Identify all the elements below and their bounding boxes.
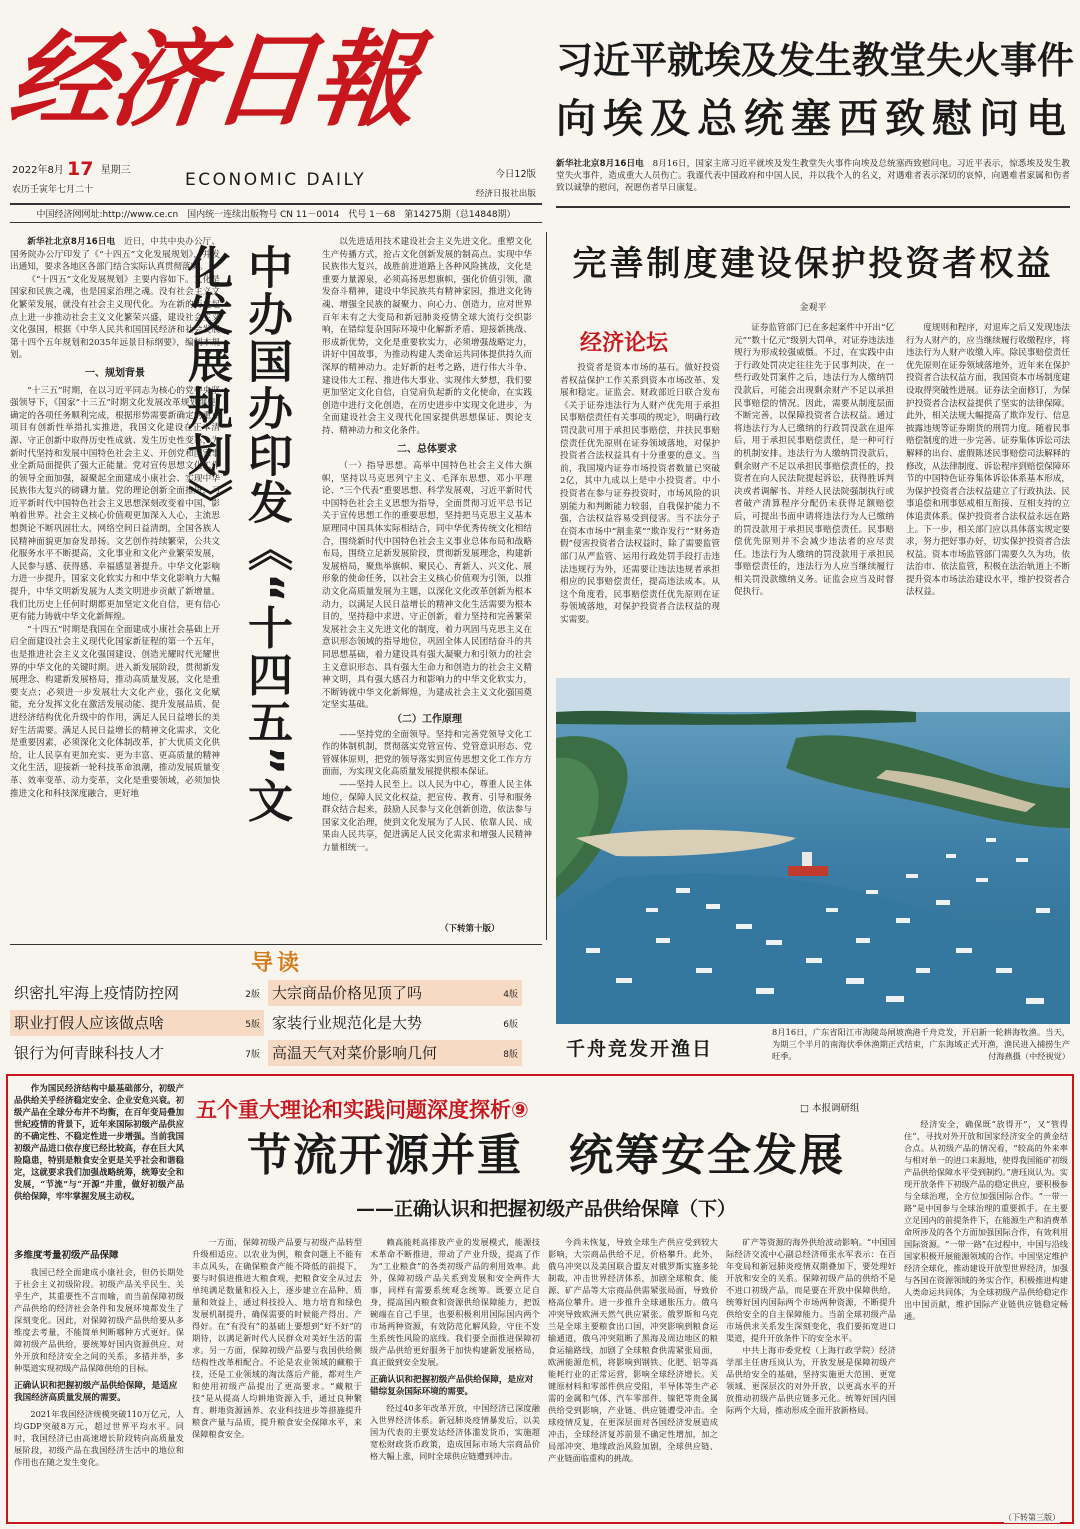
lead-body: 新华社北京8月16日电 8月16日，国家主席习近平就埃及发生教堂失火事件向埃及总统塞西致慰问电。习近平表示，惊悉埃及发生教堂失火事件，造成重大人员伤亡。我谨代表中国政府和中国人民，并以我个人的名义，对遇难者表示深切的哀悼，向遇难者家属和伤者致以诚挚的慰问，祝愿伤者早日康复。 [556, 159, 1070, 193]
issue-date: 2022年8月 17 星期三 [12, 158, 131, 180]
guide-item[interactable]: 职业打假人应该做点啥 5版 [10, 1010, 264, 1036]
guide-top-rule [10, 944, 542, 945]
plan-subheading: （二）工作原理 [392, 713, 462, 725]
feature-column-right: 经济安全，确保既“放得开”，又“管得住”，寻找对外开放和国家经济安全的黄金结合点。从初级产品的情况看，“较高的外来率与相对单一的进口来源地，使得我国能矿初级产品供给保障水平受到制约。”唐珏岚认为。实现开放条件下初级产品的稳定供应，要积极参与全球治理，全方位加强国际合作。“一带一路”是中国参与全球治理的重要抓手。在主要立足国内的前提条件下，在能源生产和消费革命所涉及的各个方面加强国际合作，有效利用国际资源。“一带一路”在过程中，中国与沿线国家积极开展能源领域的合作。中国坚定维护经济全球化，推动建设开放型世界经济，加强与各国在资源领域的务实合作，积极推进构建人类命运共同体，为全球初级产品供给稳定作出中国贡献，维护国际产业链供应链稳定畅通。 [904, 1119, 1068, 1321]
masthead-rule-top [10, 203, 542, 205]
forum-column-3: 度规则和程序，对退库之后又发现违法行为人财产的，应当继续履行收缴程序，将违法行为人财产收缴入库。除民事赔偿责任优先原则在证券领域落地外，近年来在保护投资者合法权益方面，我国资本市场制度建设取得突破性进展。证券法全面修订，为保护投资者合法权益提供了坚实的法律保障。此外，相关法规大幅提高了欺诈发行、信息披露违规等证券期货的刑罚力度。随着民事赔偿制度的进一步完善、证券集体诉讼司法解释的出台、虚假陈述民事赔偿司法解释的修改，从法律制度、诉讼程序到赔偿保障环节的中国特色证券集体诉讼体系基本形成，为保护投资者合法权益建立了行政执法、民事追偿和刑事惩戒相互衔接、互相支持的立体追责体系。保护投资者合法权益永远在路上。下一步，相关部门应以具体落实规定要求，努力把好事办好，切实保护投资者合法权益。资本市场监管部门需要久久为功，依法治市、依法监管，积极在法治轨道上不断提升资本市场法治建设水平，维护投资者合法权益。 [906, 323, 1070, 598]
guide-item[interactable]: 大宗商品价格见顶了吗 4版 [268, 980, 522, 1006]
plan-continued-note: （下转第十版） [440, 924, 500, 934]
plan-vertical-headline: 中办国办印发《“十四五”文化发展规划》 [180, 244, 293, 825]
feature-headline: 节流开源并重 统筹安全发展 [247, 1130, 845, 1181]
plan-section-heading-2: 二、总体要求 [397, 443, 457, 455]
forum-author: 金观平 [799, 303, 827, 313]
fishing-boats-photo [556, 678, 1070, 1024]
photo-caption: 千舟竞发开渔日 [566, 1038, 714, 1060]
newspaper-logo: 经济日報 [3, 18, 421, 141]
photo-description: 8月16日，广东省阳江市海陵岛闸坡渔港千舟竞发，开启新一轮耕海牧渔。当天，为期三个半月的南海伏季休渔期正式结束，广东海域正式开渔，渔民进入捕捞生产旺季。 付海燕摄（中经视觉） [772, 1027, 1070, 1061]
feature-column-2: 一方面，保障初级产品要与初级产品转型升级相适应。以农业为例，粮食问题上不能有丰点风头，在确保粮食产能不降低的前提下，要与时俱进推进大粮食观，把粮食安全从过去单纯满足数量和投入上，逐步建立在品种、质量和效益上，通过科技投入、地力培育和绿色发展机制提升，确保需要的时候能产得出、产得好。在“有没有”的基础上要想到“好不好”的期待，以满足新时代人民群众对美好生活的需求。另一方面，保障初级产品要与我国供给侧结构性改革相配合。不论是农业领域的藏粮于技，还是工业领域的淘汰落后产能，都对生产和使用初级产品提出了更高要求。“藏粮于技”是从提高人均耕地资源入手，通过良种繁育、耕地资源涵养、农业科技进步等措施提升粮食产量与品质，提升粮食安全保障水平，来保障粮食安全。 [192, 1237, 362, 1439]
feature-continued-note: （下转第三版） [1004, 1513, 1060, 1522]
guide-item[interactable]: 家装行业规范化是大势 6版 [272, 1014, 518, 1032]
feature-subheadline: ——正确认识和把握初级产品供给保障（下） [355, 1198, 736, 1220]
masthead-rule-bottom [10, 222, 542, 223]
forum-badge: 经济论坛 [580, 331, 669, 356]
forum-column-2: 证券监管部门已在多起案件中开出“亿元”“数十亿元”级别大罚单，对证券违法违规行为形成较强威慑。不过，在实践中由于行政处罚决定往往先于民事判决，在一些行政处罚案件之后，违法行为人缴纳罚没款后，可能会出现剩余财产不足以承担民事赔偿的情况。因此，需要从制度层面不断完善，以保障投资者合法权益。通过将违法行为人已缴纳的行政罚没款在退库后，用于承担民事赔偿责任，是一种可行的机制安排。违法行为人缴纳罚没款后，剩余财产不足以承担民事赔偿责任的，投资者在向人民法院提起诉讼，获得胜诉判决或者调解书、并经人民法院强制执行或者破产清算程序分配仍未获得足额赔偿后，可提出书面申请将违法行为人已缴纳的罚没款用于承担民事赔偿责任。民事赔偿优先原则并不会减少违法者的应尽责任。违法行为人缴纳的罚没款用于承担民事赔偿责任的，违法行为人应当继续履行相关罚没款缴纳义务。证监会应当及时督促执行。 [734, 323, 894, 598]
lead-headline-2: 向埃及总统塞西致慰问电 [556, 96, 1073, 142]
square-icon: □ [800, 1103, 809, 1114]
english-title: ECONOMIC DAILY [185, 170, 367, 190]
guide-item[interactable]: 织密扎牢海上疫情防控网 2版 [14, 984, 260, 1002]
publisher: 经济日报社出版 [475, 189, 536, 199]
feature-column-3: 赖高能耗高排放产业的发展模式，能源技术革命不断推进，带动了产业升级，提高了作为“工业粮食”的各类初级产品的利用效率。此外，保障初级产品关系到发展和安全两件大事，同样有需要系统观念统筹。既要立足自身，提高国内粮食和资源供给保障能力，把饭碗端在自己手里，也要积极利用国际国内两个市场两种资源，有效防范化解风险，守住不发生系统性风险的底线。我们要全面推进保障初级产品供给更好服务于加快构建新发展格局，真正做到安全发展。 正确认识和把握初级产品供给保障，是应对错综复杂国际环境的需要。 经过40多年改革开放，中国经济已深度融入世界经济体系。新冠肺炎疫情暴发后，以美国为代表的主要发达经济体滥发货币，实施超宽松财政货币政策，造成国际市场大宗商品价格大幅上涨，同时全球供应链遭到冲击。 [370, 1237, 540, 1461]
harbor-scene [556, 678, 1070, 1024]
publication-info-line: 中国经济网网址:http://www.ce.cn 国内统一连续出版物号 CN 11－0014 代号 1－68 第14275期（总14848期） [36, 210, 516, 220]
lead-headline-1: 习近平就埃及发生教堂失火事件 [556, 39, 1074, 82]
plan-column-2: 以先进适用技术建设社会主义先进文化。重塑文化生产传播方式，抢占文化创新发展的制高点。实现中华民族伟大复兴，战胜前进道路上各种风险挑战，文化是重要力量源泉，必须高扬思想旗帜，强化价值引领，激发奋斗精神，建设中华民族共有精神家园，推进文化铸魂、增强全民族的凝聚力、向心力、创造力，应对世界百年未有之大变局和新冠肺炎疫情全球大流行交织影响，在错综复杂国际环境中化解新矛盾、迎接新挑战、形成新优势，文化是重要软实力，必须增强战略定力，讲好中国故事，为推动构建人类命运共同体提供持久而深厚的精神动力。走好新的赶考之路，进行伟大斗争、建设伟大工程、推进伟大事业、实现伟大梦想，我们要更加坚定文化自信，自觉肩负起新的文化使命，在实践创造中进行文化创造，在历史进步中实现文化进步，为全面建设社会主义现代化国家提供思想保证、舆论支持、精神动力和文化条件。 二、总体要求 （一）指导思想。高举中国特色社会主义伟大旗帜，坚持以马克思列宁主义、毛泽东思想、邓小平理论、“三个代表”重要思想、科学发展观，习近平新时代中国特色社会主义思想为指导，全面贯彻习近平总书记关于宣传思想工作的重要思想，坚持把马克思主义基本原理同中国具体实际相结合，同中华优秀传统文化相结合，围绕新时代中国特色社会主义事业总体布局和战略布局，围绕立足新发展阶段，贯彻新发展理念，构建新发展格局，聚焦举旗帜、聚民心、育新人、兴文化、展形象的使命任务，以社会主义核心价值观为引领，以推动文化高质量发展为主题，以深化文化改革创新为根本动力，以满足人民日益增长的精神文化生活需要为根本目的，坚持稳中求进、守正创新，着力坚持和完善繁荣发展社会主义先进文化的制度，着力巩固马克思主义在意识形态领域的指导地位，巩固全体人民团结奋斗的共同思想基础，着力建设具有强大凝聚力和引领力的社会主义意识形态、具有强大生命力和创造力的社会主义精神文明，具有强大感召力和影响力的中华文化软实力，不断铸就中华文化新辉煌，为建成社会主义文化强国奠定坚实基础。 （二）工作原理 ——坚持党的全面领导。坚持和完善党领导文化工作的体制机制，贯彻落实党管宣传、党管意识形态、党管媒体原则，把党的领导落实到宣传思想文化工作方方面面，为实现文化高质量发展提供根本保证。 ——坚持人民至上。以人民为中心，尊重人民主体地位，保障人民文化权益，把宣传、教育、引导和服务群众结合起来，鼓励人民参与文化创新创造，依法参与国家文化治理，使到文化发展为了人民、依靠人民、成果由人民共享，促进满足人民文化需求和增强人民精神力量相统一。 [322, 237, 532, 853]
feature-column-5: 矿产等资源的海外供给波动影响。“中国国际经济交流中心副总经济师张永军表示：在百年变局和新冠肺炎疫情双期叠加下，要处理好开放和安全的关系。保障初级产品的供给不是不进口初级产品，而是要在开放中保障供给，统筹好国内国际两个市场两种资源，不断提升供给安全的自主保障能力。当前全球初级产品市场供求关系发生深刻变化，我们要拓宽进口渠道，提升开放条件下的安全水平。 中共上海市委党校（上海行政学院）经济学部主任唐珏岚认为，开放发展是保障初级产品供给安全的基础，坚持实施更大范围、更宽领域、更深层次的对外开放，以更高水平的开放推动初级产品供应链多元化。统筹好国内国际两个大局，推动形成全面开放新格局。 [726, 1237, 896, 1415]
guide-title: 导读 [250, 951, 303, 976]
lead-divider [556, 206, 1070, 208]
forum-column-1: 投资者是资本市场的基石。做好投资者权益保护工作关系到资本市场改革、发展和稳定。证监会、财政部近日联合发布《关于证券违法行为人财产优先用于承担民事赔偿责任有关事项的规定》，明确行政罚没款可用于承担民事赔偿，并扶民事赔偿责任优先原则在证券领域落地，对保护投资者合法权益具有十分重要的意义。当前，我国境内证券市场投资者数量已突破2亿，其中九成以上是中小投资者。中小投资者在参与证券投资时，市场风险的识别能力和判断能力较弱，自我保护能力不强，合法权益容易受到侵害。当不法分子在资本市场中“割韭菜”“欺诈发行”“财务造假”侵害投资者合法权益时，除了需要监管部门从严监管、运用行政处罚手段打击违法违规行为外，还需要让违法违规者承担相应的民事赔偿责任，提高违法成本。从这个角度看，民事赔偿责任优先原则在证券领域落地，对保护投资者合法权益的现实需要。 [560, 363, 720, 625]
sky [556, 678, 1070, 712]
feature-section-heading: 多维度考量初级产品保障 [14, 1250, 119, 1261]
feature-lead: 作为国民经济结构中最基础部分，初级产品供给关乎经济稳定安全、企业安危兴衰。初级产品在全球分布并不均衡，在百年变局叠加世纪疫情的背景下，近年来国际初级产品供应的不确定性、不稳定性进一步增强。当前我国初级产品进口依存度已经比较高，存在巨大风险隐患，特别是粮食安全更是关乎社会和谐稳定，这就要求我们加强战略统筹，统筹安全和发展，“节流”与“开源”并重，做好初级产品供给保障，牢牢掌握发展主动权。 [14, 1083, 184, 1201]
feature-series-label: 五个重大理论和实践问题深度探析⑨ [196, 1098, 529, 1122]
feature-column-1: 多维度考量初级产品保障 我国已经全面建成小康社会，但仍长期处于社会主义初级阶段。初级产品关乎民生、关乎生产，其重要性不言而喻，而当前保障初级产品供给的经济社会条件和发展环境都发生了深刻变化。因此，对保障初级产品供给要从多维度去考量，不能简单判断哪种方式更好。保障初级产品供给，要统筹好国内资源供应、对外开放和经济安全之间的关系，多措并举，多种渠道实现初级产品保障供给的目标。 正确认识和把握初级产品供给保障，是适应我国经济高质量发展的需要。 2021年我国经济规模突破110万亿元，人均GDP突破8万元，超过世界平均水平。同时，我国经济已由高速增长阶段转向高质量发展阶段，初级产品在我国经济生活中的地位和作用也在随之发生变化。 [14, 1250, 184, 1467]
forum-headline: 完善制度建设保护投资者权益 [572, 244, 1054, 284]
plan-section-heading-1: 一、规划背景 [85, 367, 145, 379]
feature-byline: □ 本报调研组 [800, 1103, 860, 1114]
plan-right-divider [546, 232, 547, 940]
page-count: 今日12版 [495, 169, 536, 180]
plan-column-1: 新华社北京8月16日电 近日，中共中央办公厅、国务院办公厅印发了《“十四五”文化发展规划》，并发出通知，要求各地区各部门结合实际认真贯彻落实。 《“十四五”文化发展规划》主要内容如下。文化是国家和民族之魂，也是国家治理之魂。没有社会主义文化繁荣发展，就没有社会主义现代化。为在新的历史起点上进一步推动社会主义文化繁荣兴盛，建设社会主义文化强国，根据《中华人民共和国国民经济和社会发展第十四个五年规划和2035年远景目标纲要》，编制本规划。 一、规划背景 “十三五”时期，在以习近平同志为核心的党中央坚强领导下，《国家“十三五”时期文化发展改革规划纲要》确定的各项任务顺利完成，根据形势需要新确定的重点项目有创新性举措扎实推进，我国文化建设在正本清源、守正创新中取得历史性成就、发生历史性变革，为新时代坚持和发展中国特色社会主义、开创党和国家事业全新局面提供了强大正能量。党对宣传思想文化工作的领导全面加强，凝聚起全面建成小康社会、实现中华民族伟大复兴的磅礴力量。党的理论创新全面推进，习近平新时代中国特色社会主义思想深刻改变着中国，影响着世界。社会主义核心价值观更加深入人心，主流思想舆论不断巩固壮大，网络空间日益清朗，全国各族人民精神面貌更加奋发昂扬。文艺创作持续繁荣，公共文化服务水平不断提高，文化事业和文化产业繁荣发展，人民参与感、获得感、幸福感显著提升。中华文化影响力进一步提升，国家文化软实力和中华文化影响力大幅提升，中华文明新发展为人类文明进步贡献了新增量。我们比历史上任何时期都更加坚定文化自信，更有信心更有能力铸就中华文化新辉煌。 “十四五”时期是我国在全面建成小康社会基础上开启全面建设社会主义现代化国家新征程的第一个五年，也是推进社会主义文化强国建设、创造光耀时代光耀世界的中华文化的关键时期。进入新发展阶段，贯彻新发展理念、构建新发展格局，推动高质量发展，文化是重要支点；必须进一步发展壮大文化产业，强化文化赋能，充分发挥文化在激活发展动能、提升发展品质、促进经济结构优化升级中的作用，满足人民日益增长的美好生活需要。满足人民日益增长的精神文化需求，文化是重要因素，必须深化文化体制改革，扩大优质文化供给，让人民享有更加充实、更为丰富、更高质量的精神文化生活，迎接新一轮科技革命浪潮，推动发展质量变革、效率变革、动力变革，文化是重要领域，必须加快推进文化和科技深度融合，更好地 [10, 237, 220, 799]
lunar-date: 农历壬寅年七月二十 [12, 185, 94, 195]
guide-item[interactable]: 高温天气对菜价影响几何 8版 [268, 1040, 522, 1066]
feature-column-4: 今尚未恢复，导致全球生产供应受到较大影响，大宗商品供给不足，价格攀升。此外，俄乌冲突以及美国联合盟友对俄罗斯实施多轮制裁，冲击世界经济体系，加剧全球粮食、能源、矿产品等大宗商品供需紧张局面，导致价格高位攀升。进一步推升全球通胀压力。俄乌冲突导致欧洲天然气供应紧张。俄罗斯和乌克兰是全球主要粮食出口国，冲突影响到粮食运输通道，俄乌冲突阻断了黑海及周边地区的粮食运输路线，加剧了全球粮食供需紧张局面，欧洲能源危机，将影响到钢铁、化肥、铝等高能耗行业的正常运营，影响全球经济增长。关键原材料和零部件供应受阻，半导体等生产必需的金属和气体、汽车零部件、镍钯等贵金属供给受到影响，产业链、供应链遭受冲击。全球疫情反复，在更深层面对各国经济发展造成冲击，全球经济复苏前景不确定性增加，加之局部冲突、地缘政治风险加剧，全球供应链、产业链面临重构的挑战。 [548, 1237, 718, 1463]
guide-item[interactable]: 银行为何青睐科技人才 7版 [14, 1044, 260, 1062]
